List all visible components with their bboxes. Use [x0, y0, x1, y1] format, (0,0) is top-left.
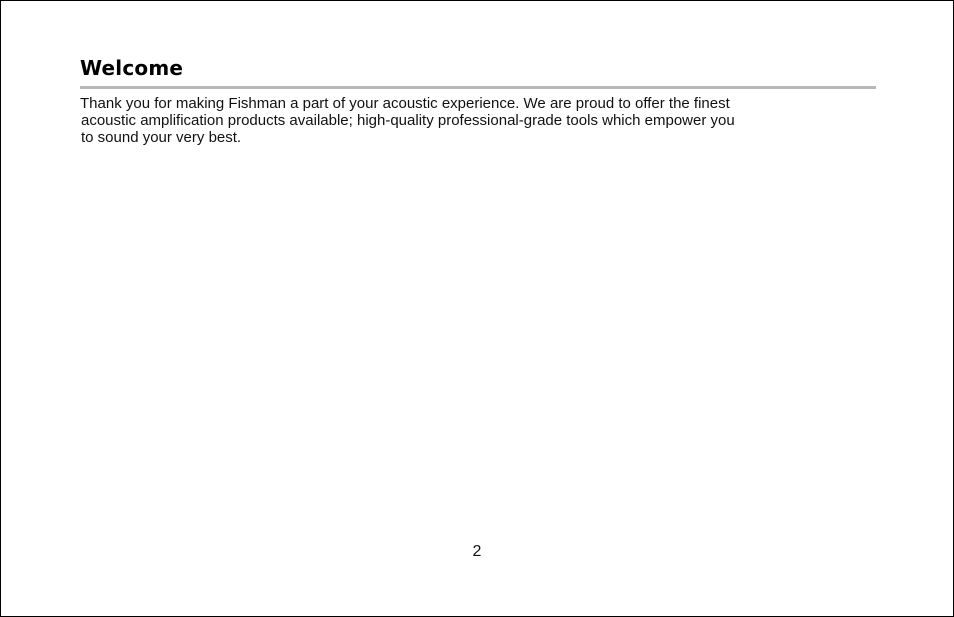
- title-divider: [80, 86, 876, 89]
- page-title: Welcome: [80, 56, 184, 80]
- welcome-paragraph: [80, 95, 820, 146]
- page-number: 2: [472, 543, 482, 560]
- paragraph-line-1: Thank you for making Fishman a part of your acoustic experience. We are proud to offer the finest: [80, 95, 730, 112]
- paragraph-line-2: acoustic amplification products available; high-quality professional-grade tools which empower you: [81, 112, 735, 129]
- paragraph-line-3: to sound your very best.: [81, 129, 242, 146]
